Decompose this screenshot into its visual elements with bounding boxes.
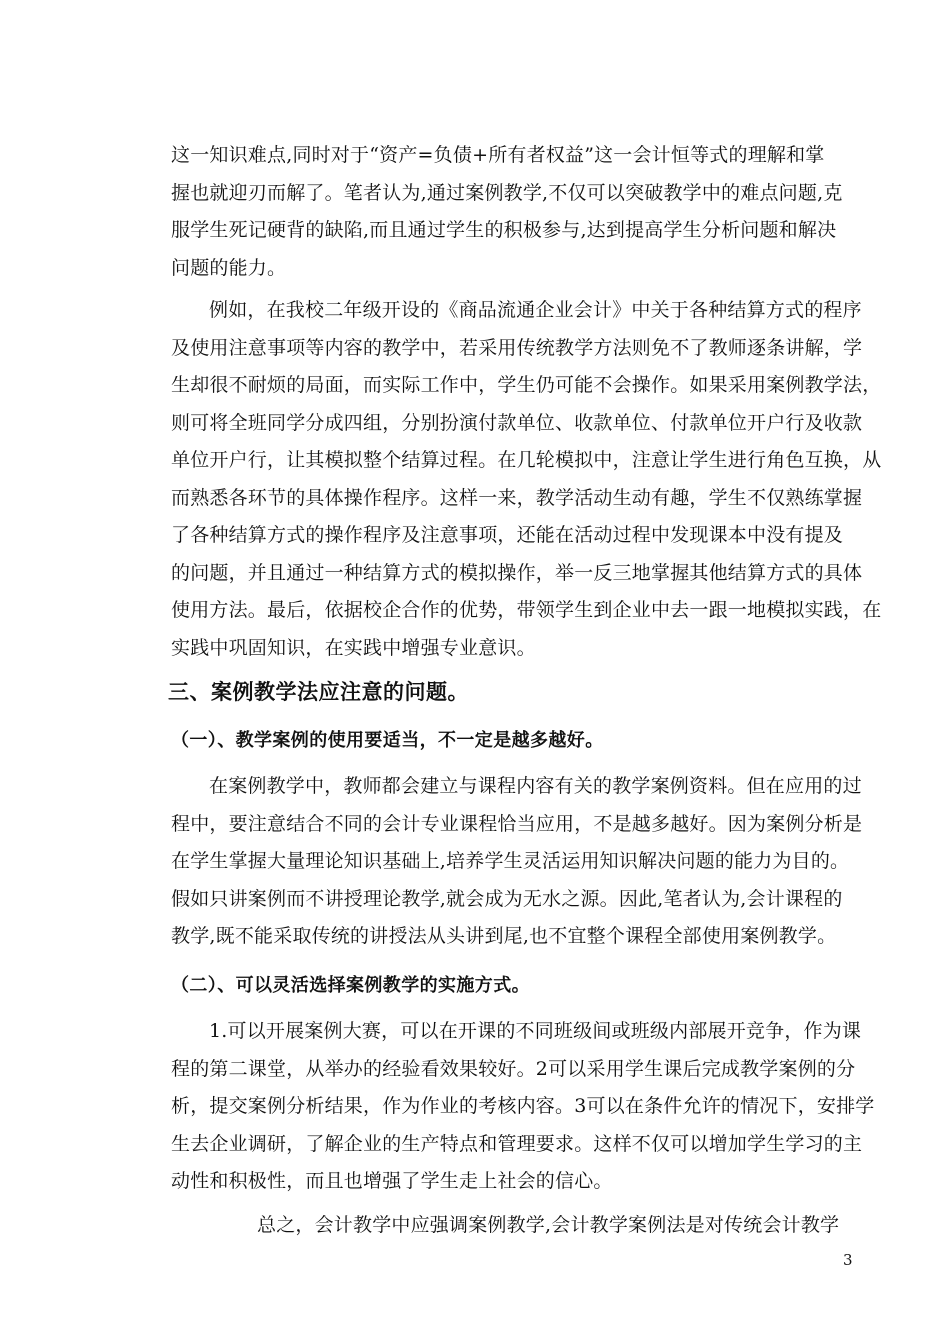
paragraph-case-usage — [171, 768, 863, 956]
paragraph-line: 程的第二课堂，从举办的经验看效果较好。2可以采用学生课后完成教学案例的分 — [171, 1057, 856, 1080]
paragraph-line: 生却很不耐烦的局面，而实际工作中，学生仍可能不会操作。如果采用案例教学法， — [171, 374, 882, 396]
paragraph-line: 1.可以开展案例大赛，可以在开课的不同班级间或班级内部展开竞争，作为课 — [209, 1020, 862, 1042]
paragraph-line: 析，提交案例分析结果，作为作业的考核内容。3可以在条件允许的情况下，安排学 — [171, 1095, 875, 1117]
paragraph-line: 在学生掌握大量理论知识基础上,培养学生灵活运用知识解决问题的能力为目的。 — [171, 850, 850, 872]
paragraph-line: 了各种结算方式的操作程序及注意事项，还能在活动过程中发现课本中没有提及 — [171, 524, 844, 546]
paragraph-line: 程中，要注意结合不同的会计专业课程恰当应用，不是越多越好。因为案例分析是 — [171, 812, 863, 835]
paragraph-line: 实践中巩固知识，在实践中增强专业意识。 — [171, 636, 536, 659]
paragraph-knowledge-difficulty — [171, 137, 853, 287]
paragraph-line: 例如，在我校二年级开设的《商品流通企业会计》中关于各种结算方式的程序 — [209, 299, 862, 321]
page-number: 3 — [843, 1251, 853, 1269]
paragraph-line: 总之，会计教学中应强调案例教学,会计教学案例法是对传统会计教学 — [257, 1214, 840, 1236]
paragraph-line: 这一知识难点,同时对于“资产=负债+所有者权益”这一会计恒等式的理解和掌 — [171, 144, 825, 166]
paragraph-line: 握也就迎刃而解了。笔者认为,通过案例教学,不仅可以突破教学中的难点问题,克 — [171, 181, 843, 204]
paragraph-line: 生去企业调研，了解企业的生产特点和管理要求。这样不仅可以增加学生学习的主 — [171, 1132, 863, 1155]
paragraph-line: 假如只讲案例而不讲授理论教学,就会成为无水之源。因此,笔者认为,会计课程的 — [171, 887, 843, 910]
subsection-heading: （二）、可以灵活选择案例教学的实施方式。 — [171, 975, 530, 996]
paragraph-implementation — [171, 1013, 875, 1201]
paragraph-line: 动性和积极性，而且也增强了学生走上社会的信心。 — [171, 1170, 613, 1192]
paragraph-conclusion — [171, 1207, 853, 1245]
paragraph-line: 及使用注意事项等内容的教学中，若采用传统教学方法则免不了教师逐条讲解，学 — [171, 336, 863, 359]
paragraph-line: 则可将全班同学分成四组，分别扮演付款单位、收款单位、付款单位开户行及收款 — [171, 411, 863, 434]
paragraph-line: 的问题，并且通过一种结算方式的模拟操作，举一反三地掌握其他结算方式的具体 — [171, 561, 863, 584]
paragraph-line: 而熟悉各环节的具体操作程序。这样一来，教学活动生动有趣，学生不仅熟练掌握 — [171, 486, 863, 509]
paragraph-line: 使用方法。最后，依据校企合作的优势，带领学生到企业中去一跟一地模拟实践，在 — [171, 599, 882, 621]
subsection-heading: （一）、教学案例的使用要适当，不一定是越多越好。 — [171, 730, 604, 751]
paragraph-example — [171, 292, 882, 667]
paragraph-line: 在案例教学中，教师都会建立与课程内容有关的教学案例资料。但在应用的过 — [209, 775, 862, 797]
paragraph-line: 服学生死记硬背的缺陷,而且通过学生的积极参与,达到提高学生分析问题和解决 — [171, 219, 837, 241]
paragraph-line: 问题的能力。 — [171, 256, 287, 279]
paragraph-line: 单位开户行，让其模拟整个结算过程。在几轮模拟中，注意让学生进行角色互换，从 — [171, 449, 882, 471]
paragraph-line: 教学,既不能采取传统的讲授法从头讲到尾,也不宜整个课程全部使用案例教学。 — [171, 925, 837, 947]
section-heading: 三、案例教学法应注意的问题。 — [168, 680, 469, 704]
